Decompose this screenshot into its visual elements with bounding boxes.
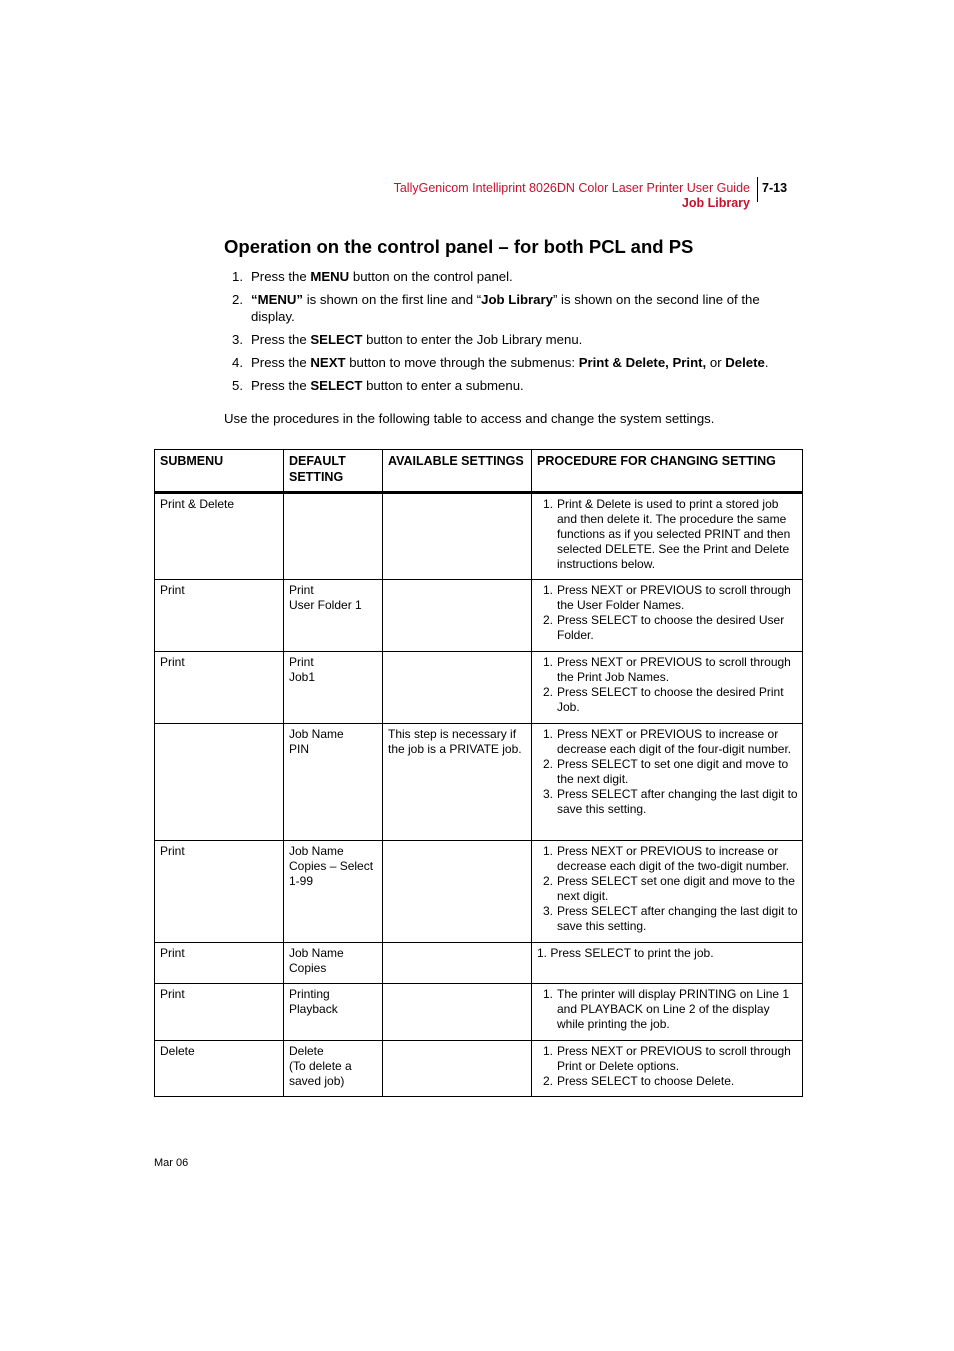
procedure-list <box>537 583 798 643</box>
step-text: button to enter the Job Library menu. <box>362 332 583 347</box>
default-setting-line: Playback <box>289 1002 338 1017</box>
submenu-cell: Print <box>155 652 284 724</box>
procedure-step <box>537 787 798 817</box>
default-setting-line: Job Name <box>289 727 344 741</box>
procedure-step-number: 2. <box>543 874 554 889</box>
procedure-step <box>537 844 798 874</box>
step-item <box>224 377 804 394</box>
step-text: Press the <box>251 332 311 347</box>
steps-list <box>224 268 804 400</box>
procedure-step-number: 2. <box>543 757 554 772</box>
available-settings-cell <box>383 493 532 580</box>
header-divider <box>757 177 758 202</box>
procedure-step-number: 1. <box>543 655 554 669</box>
footer-date: Mar 06 <box>154 1157 189 1169</box>
submenu-cell: Print <box>155 984 284 1041</box>
step-number: 2. <box>232 292 243 307</box>
step-bold-text: “MENU” <box>251 292 304 307</box>
table-row <box>155 724 803 841</box>
header-section-name: Job Library <box>681 196 750 210</box>
step-text: or <box>706 355 726 370</box>
step-text: button to enter a submenu. <box>362 378 524 393</box>
procedure-step-number: 1. <box>543 987 554 1001</box>
available-settings-cell <box>383 841 532 943</box>
default-setting-line: Copies <box>289 961 327 976</box>
procedure-step-number: 1. <box>543 1044 554 1058</box>
procedure-step-number: 2. <box>543 1074 554 1089</box>
step-number: 3. <box>232 332 243 347</box>
table-row <box>155 493 803 580</box>
step-text: Press the <box>251 378 311 393</box>
procedure-list <box>537 844 798 935</box>
default-setting-cell <box>284 724 383 841</box>
table-row <box>155 652 803 724</box>
submenu-cell: Print <box>155 580 284 652</box>
procedure-cell <box>532 724 803 841</box>
step-number: 4. <box>232 355 243 370</box>
procedure-step-number: 1. <box>543 497 554 511</box>
header-guide-title: TallyGenicom Intelliprint 8026DN Color Laser Printer User Guide <box>393 181 750 195</box>
procedure-step-number: 1. <box>543 583 554 597</box>
step-item <box>224 354 804 371</box>
step-bold-text: NEXT <box>310 355 346 370</box>
procedure-cell <box>532 841 803 943</box>
default-setting-cell <box>284 1041 383 1097</box>
table-row <box>155 943 803 984</box>
procedure-cell <box>532 943 803 984</box>
step-text: is shown on the first line and “ <box>303 292 482 307</box>
procedure-step-number: 1. <box>543 844 554 858</box>
procedure-step-text: Press NEXT or PREVIOUS to scroll through Print or Delete options. <box>557 1044 791 1074</box>
procedure-step-text: Print & Delete is used to print a stored job and then delete it. The procedure the same functions as if you selected PRINT and then selected DELETE. See the Print and Delete instructions below. <box>557 497 791 572</box>
default-setting-line: Printing <box>289 987 330 1001</box>
settings-table <box>154 449 803 1097</box>
default-setting-cell <box>284 984 383 1041</box>
step-text: Press the <box>251 269 311 284</box>
header-procedure: PROCEDURE FOR CHANGING SETTING <box>532 450 803 493</box>
procedure-step-number: 3. <box>543 904 554 919</box>
step-text: Press the <box>251 355 311 370</box>
procedure-step-text: The printer will display PRINTING on Line 1 and PLAYBACK on Line 2 of the display while printing the job. <box>557 987 790 1032</box>
procedure-list <box>537 946 798 961</box>
step-text: button on the control panel. <box>349 269 513 284</box>
default-setting-line: User Folder 1 <box>289 598 362 613</box>
available-settings-cell: This step is necessary if the job is a PRIVATE job. <box>383 724 532 841</box>
header-submenu: SUBMENU <box>155 450 284 493</box>
procedure-step <box>537 613 798 643</box>
procedure-list <box>537 1044 798 1089</box>
step-number: 1. <box>232 269 243 284</box>
intro-paragraph: Use the procedures in the following table to access and change the system settings. <box>224 411 715 426</box>
procedure-step-text: Press SELECT after changing the last digit to save this setting. <box>557 787 798 817</box>
procedure-step-number: 2. <box>543 685 554 700</box>
procedure-list <box>537 655 798 715</box>
submenu-cell: Print <box>155 841 284 943</box>
procedure-step-text: Press SELECT to choose Delete. <box>557 1074 735 1089</box>
procedure-cell <box>532 984 803 1041</box>
available-settings-cell <box>383 580 532 652</box>
step-bold-text: MENU <box>310 269 350 284</box>
step-text: ” is shown on the second line of the display. <box>251 292 760 324</box>
default-setting-line: Print <box>289 583 314 597</box>
procedure-cell <box>532 652 803 724</box>
step-text: button to move through the submenus: <box>345 355 579 370</box>
table-row <box>155 1041 803 1097</box>
submenu-cell <box>155 724 284 841</box>
submenu-cell: Delete <box>155 1041 284 1097</box>
default-setting-line: (To delete a <box>289 1059 352 1074</box>
procedure-step <box>537 655 798 685</box>
available-settings-cell <box>383 943 532 984</box>
table-row <box>155 580 803 652</box>
procedure-cell <box>532 1041 803 1097</box>
available-settings-cell <box>383 984 532 1041</box>
table-row <box>155 841 803 943</box>
default-setting-cell <box>284 841 383 943</box>
procedure-step-text: Press NEXT or PREVIOUS to scroll through the Print Job Names. <box>557 655 791 685</box>
procedure-step <box>537 685 798 715</box>
step-text: . <box>764 355 769 370</box>
procedure-step-number: 3. <box>543 787 554 802</box>
procedure-step-number: 2. <box>543 613 554 628</box>
default-setting-line: Print <box>289 655 314 669</box>
step-bold-text: SELECT <box>310 378 363 393</box>
procedure-step-text: Press SELECT set one digit and move to the next digit. <box>557 874 795 904</box>
available-settings-cell <box>383 652 532 724</box>
default-setting-line: Job Name <box>289 844 344 858</box>
default-setting-line: Job1 <box>289 670 316 685</box>
procedure-cell <box>532 493 803 580</box>
default-setting-line: Job Name <box>289 946 344 960</box>
procedure-step-number: 1. <box>543 727 554 741</box>
procedure-step <box>537 1044 798 1074</box>
procedure-step-text: Press SELECT to choose the desired User Folder. <box>557 613 785 643</box>
header-available-settings: AVAILABLE SETTINGS <box>383 450 532 493</box>
procedure-step <box>537 946 798 961</box>
procedure-list <box>537 727 798 818</box>
procedure-step <box>537 904 798 934</box>
step-bold-text: Delete <box>725 355 765 370</box>
default-setting-cell <box>284 493 383 580</box>
procedure-step <box>537 757 798 787</box>
procedure-step <box>537 1074 798 1089</box>
step-number: 5. <box>232 378 243 393</box>
step-item <box>224 331 804 348</box>
default-setting-cell <box>284 652 383 724</box>
submenu-cell: Print & Delete <box>155 493 284 580</box>
procedure-step <box>537 874 798 904</box>
default-setting-cell <box>284 943 383 984</box>
procedure-step-text: Press SELECT to set one digit and move to the next digit. <box>557 757 789 787</box>
procedure-step-text: Press NEXT or PREVIOUS to scroll through the User Folder Names. <box>557 583 791 613</box>
procedure-step <box>537 727 798 757</box>
procedure-list <box>537 987 798 1032</box>
default-setting-line: Copies – Select 1-99 <box>289 859 374 889</box>
default-setting-cell <box>284 580 383 652</box>
step-bold-text: SELECT <box>310 332 363 347</box>
procedure-step-text: Press NEXT or PREVIOUS to increase or decrease each digit of the four-digit number. <box>557 727 792 757</box>
step-item <box>224 268 804 285</box>
step-bold-text: Job Library <box>481 292 553 307</box>
submenu-cell: Print <box>155 943 284 984</box>
procedure-step-text: Press SELECT after changing the last digit to save this setting. <box>557 904 798 934</box>
procedure-step-text: 1. Press SELECT to print the job. <box>537 946 714 960</box>
default-setting-line: PIN <box>289 742 310 757</box>
procedure-step <box>537 987 798 1032</box>
procedure-step <box>537 497 798 572</box>
procedure-step-text: Press SELECT to choose the desired Print Job. <box>557 685 784 715</box>
step-item <box>224 291 804 325</box>
header-default-setting: DEFAULT SETTING <box>284 450 383 493</box>
step-bold-text: Print & Delete, Print, <box>578 355 707 370</box>
available-settings-cell <box>383 1041 532 1097</box>
default-setting-line: saved job) <box>289 1074 345 1089</box>
table-row <box>155 984 803 1041</box>
procedure-list <box>537 497 798 572</box>
procedure-cell <box>532 580 803 652</box>
section-heading: Operation on the control panel – for both PCL and PS <box>224 236 694 257</box>
page-number: 7-13 <box>762 181 788 195</box>
default-setting-line: Delete <box>289 1044 324 1058</box>
procedure-step-text: Press NEXT or PREVIOUS to increase or decrease each digit of the two-digit number. <box>557 844 790 874</box>
procedure-step <box>537 583 798 613</box>
table-header-row <box>155 450 803 493</box>
